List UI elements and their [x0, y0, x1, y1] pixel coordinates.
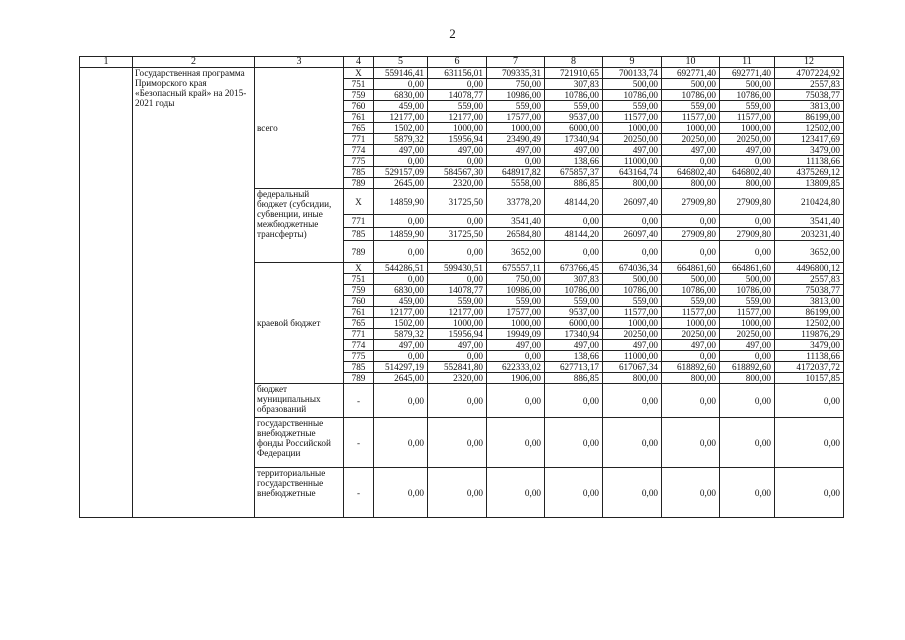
amount-cell: 0,00 [487, 418, 545, 468]
amount-cell: 3479,00 [775, 340, 844, 351]
amount-cell: 4496800,12 [775, 263, 844, 274]
row-number-cell [80, 68, 133, 518]
amount-cell: 2645,00 [374, 178, 428, 189]
budget-code: 765 [344, 123, 374, 134]
amount-cell: 17577,00 [487, 307, 545, 318]
budget-code: 785 [344, 167, 374, 178]
page-number: 2 [449, 26, 456, 41]
amount-cell: 584567,30 [428, 167, 487, 178]
amount-cell: 138,66 [545, 156, 603, 167]
column-header: 12 [775, 57, 844, 68]
amount-cell: 3541,40 [775, 215, 844, 228]
amount-cell: 0,00 [720, 384, 775, 418]
amount-cell: 5879,32 [374, 329, 428, 340]
amount-cell: 6000,00 [545, 318, 603, 329]
amount-cell: 2320,00 [428, 373, 487, 384]
amount-cell: 0,00 [662, 351, 720, 362]
amount-cell: 0,00 [775, 384, 844, 418]
amount-cell: 559,00 [545, 296, 603, 307]
amount-cell: 544286,51 [374, 263, 428, 274]
column-header: 6 [428, 57, 487, 68]
amount-cell: 800,00 [720, 178, 775, 189]
budget-code: 771 [344, 134, 374, 145]
amount-cell: 20250,00 [662, 134, 720, 145]
amount-cell: 552841,80 [428, 362, 487, 373]
budget-code: X [344, 68, 374, 79]
amount-cell: 750,00 [487, 274, 545, 285]
amount-cell: 20250,00 [720, 329, 775, 340]
amount-cell: 617067,34 [603, 362, 662, 373]
amount-cell: 3652,00 [775, 241, 844, 263]
amount-cell: 886,85 [545, 373, 603, 384]
amount-cell: 459,00 [374, 296, 428, 307]
amount-cell: 23490,49 [487, 134, 545, 145]
amount-cell: 497,00 [428, 340, 487, 351]
amount-cell: 497,00 [603, 340, 662, 351]
amount-cell: 675557,11 [487, 263, 545, 274]
amount-cell: 6000,00 [545, 123, 603, 134]
amount-cell: 497,00 [603, 145, 662, 156]
amount-cell: 497,00 [374, 145, 428, 156]
amount-cell: 11000,00 [603, 156, 662, 167]
amount-cell: 559146,41 [374, 68, 428, 79]
amount-cell: 20250,00 [662, 329, 720, 340]
amount-cell: 12502,00 [775, 123, 844, 134]
amount-cell: 559,00 [487, 296, 545, 307]
amount-cell: 497,00 [545, 145, 603, 156]
amount-cell: 692771,40 [662, 68, 720, 79]
amount-cell: 33778,20 [487, 189, 545, 215]
amount-cell: 0,00 [428, 156, 487, 167]
amount-cell: 11577,00 [720, 112, 775, 123]
amount-cell: 10786,00 [662, 90, 720, 101]
amount-cell: 643164,74 [603, 167, 662, 178]
budget-code: 789 [344, 373, 374, 384]
amount-cell: 3813,00 [775, 296, 844, 307]
amount-cell: 10157,85 [775, 373, 844, 384]
amount-cell: 0,00 [603, 241, 662, 263]
amount-cell: 886,85 [545, 178, 603, 189]
amount-cell: 3813,00 [775, 101, 844, 112]
funding-source-label: государственные внебюджетные фонды Российской Федерации [255, 418, 344, 468]
amount-cell: 1000,00 [487, 318, 545, 329]
amount-cell: 0,00 [603, 384, 662, 418]
amount-cell: 123417,69 [775, 134, 844, 145]
amount-cell: 500,00 [662, 274, 720, 285]
amount-cell: 559,00 [720, 296, 775, 307]
amount-cell: 0,00 [487, 468, 545, 518]
amount-cell: 0,00 [374, 156, 428, 167]
amount-cell: 497,00 [487, 340, 545, 351]
amount-cell: 75038,77 [775, 285, 844, 296]
amount-cell: 307,83 [545, 274, 603, 285]
budget-code: 760 [344, 101, 374, 112]
amount-cell: 119876,29 [775, 329, 844, 340]
amount-cell: 0,00 [603, 418, 662, 468]
amount-cell: 0,00 [545, 241, 603, 263]
amount-cell: 500,00 [720, 274, 775, 285]
budget-code: - [344, 418, 374, 468]
amount-cell: 27909,80 [720, 228, 775, 241]
amount-cell: 800,00 [662, 373, 720, 384]
amount-cell: 4172037,72 [775, 362, 844, 373]
amount-cell: 0,00 [374, 351, 428, 362]
budget-code: 775 [344, 156, 374, 167]
amount-cell: 2557,83 [775, 79, 844, 90]
amount-cell: 48144,20 [545, 189, 603, 215]
amount-cell: 14078,77 [428, 90, 487, 101]
column-header: 9 [603, 57, 662, 68]
amount-cell: 0,00 [545, 215, 603, 228]
amount-cell: 646802,40 [720, 167, 775, 178]
amount-cell: 1502,00 [374, 123, 428, 134]
funding-source-label: всего [255, 68, 344, 189]
amount-cell: 4707224,92 [775, 68, 844, 79]
amount-cell: 5879,32 [374, 134, 428, 145]
budget-code: 774 [344, 145, 374, 156]
amount-cell: 17340,94 [545, 329, 603, 340]
amount-cell: 1502,00 [374, 318, 428, 329]
budget-code: 759 [344, 285, 374, 296]
amount-cell: 9537,00 [545, 112, 603, 123]
amount-cell: 1000,00 [603, 123, 662, 134]
amount-cell: 48144,20 [545, 228, 603, 241]
amount-cell: 692771,40 [720, 68, 775, 79]
amount-cell: 15956,94 [428, 329, 487, 340]
amount-cell: 1000,00 [428, 318, 487, 329]
funding-source-label: бюджет муниципальных образований [255, 384, 344, 418]
amount-cell: 514297,19 [374, 362, 428, 373]
amount-cell: 86199,00 [775, 307, 844, 318]
amount-cell: 497,00 [662, 145, 720, 156]
amount-cell: 529157,09 [374, 167, 428, 178]
amount-cell: 559,00 [428, 101, 487, 112]
amount-cell: 13809,85 [775, 178, 844, 189]
amount-cell: 627713,17 [545, 362, 603, 373]
amount-cell: 497,00 [545, 340, 603, 351]
amount-cell: 622333,02 [487, 362, 545, 373]
amount-cell: 14859,90 [374, 189, 428, 215]
amount-cell: 27909,80 [662, 189, 720, 215]
column-header: 10 [662, 57, 720, 68]
budget-code: 789 [344, 178, 374, 189]
amount-cell: 0,00 [603, 468, 662, 518]
amount-cell: 4375269,12 [775, 167, 844, 178]
column-header: 4 [344, 57, 374, 68]
amount-cell: 709335,31 [487, 68, 545, 79]
amount-cell: 1000,00 [662, 123, 720, 134]
amount-cell: 559,00 [603, 296, 662, 307]
budget-code: 775 [344, 351, 374, 362]
amount-cell: 0,00 [775, 468, 844, 518]
budget-code: 761 [344, 307, 374, 318]
amount-cell: 0,00 [662, 215, 720, 228]
amount-cell: 700133,74 [603, 68, 662, 79]
amount-cell: 12177,00 [374, 307, 428, 318]
budget-code: 751 [344, 79, 374, 90]
amount-cell: 673766,45 [545, 263, 603, 274]
amount-cell: 86199,00 [775, 112, 844, 123]
amount-cell: 1906,00 [487, 373, 545, 384]
budget-code: X [344, 263, 374, 274]
amount-cell: 11577,00 [603, 307, 662, 318]
amount-cell: 0,00 [428, 215, 487, 228]
amount-cell: 11577,00 [720, 307, 775, 318]
funding-source-label: краевой бюджет [255, 263, 344, 384]
amount-cell: 618892,60 [662, 362, 720, 373]
amount-cell: 210424,80 [775, 189, 844, 215]
amount-cell: 648917,82 [487, 167, 545, 178]
amount-cell: 664861,60 [662, 263, 720, 274]
amount-cell: 0,00 [428, 79, 487, 90]
amount-cell: 800,00 [603, 178, 662, 189]
budget-code: 761 [344, 112, 374, 123]
amount-cell: 14078,77 [428, 285, 487, 296]
budget-code: 789 [344, 241, 374, 263]
amount-cell: 1000,00 [428, 123, 487, 134]
amount-cell: 10986,00 [487, 90, 545, 101]
amount-cell: 0,00 [662, 156, 720, 167]
amount-cell: 10786,00 [545, 90, 603, 101]
amount-cell: 0,00 [487, 156, 545, 167]
amount-cell: 0,00 [428, 468, 487, 518]
amount-cell: 497,00 [428, 145, 487, 156]
amount-cell: 497,00 [720, 145, 775, 156]
budget-code: 785 [344, 228, 374, 241]
amount-cell: 3652,00 [487, 241, 545, 263]
amount-cell: 0,00 [428, 384, 487, 418]
amount-cell: 10986,00 [487, 285, 545, 296]
amount-cell: 497,00 [487, 145, 545, 156]
amount-cell: 559,00 [428, 296, 487, 307]
amount-cell: 203231,40 [775, 228, 844, 241]
amount-cell: 500,00 [603, 274, 662, 285]
amount-cell: 0,00 [720, 241, 775, 263]
amount-cell: 26097,40 [603, 228, 662, 241]
amount-cell: 3541,40 [487, 215, 545, 228]
amount-cell: 6830,00 [374, 285, 428, 296]
amount-cell: 500,00 [662, 79, 720, 90]
amount-cell: 31725,50 [428, 228, 487, 241]
amount-cell: 750,00 [487, 79, 545, 90]
column-header: 3 [255, 57, 344, 68]
budget-code: Х [344, 189, 374, 215]
amount-cell: 721910,65 [545, 68, 603, 79]
amount-cell: 17340,94 [545, 134, 603, 145]
budget-code: 771 [344, 329, 374, 340]
column-header: 11 [720, 57, 775, 68]
amount-cell: 618892,60 [720, 362, 775, 373]
amount-cell: 20250,00 [603, 329, 662, 340]
amount-cell: 20250,00 [603, 134, 662, 145]
program-name: Государственная программа Приморского края «Безопасный край» на 2015-2021 годы [133, 68, 255, 518]
budget-code: 771 [344, 215, 374, 228]
funding-source-label: территориальные государственные внебюджетные [255, 468, 344, 518]
column-header: 2 [133, 57, 255, 68]
amount-cell: 0,00 [662, 468, 720, 518]
column-header: 1 [80, 57, 133, 68]
amount-cell: 10786,00 [662, 285, 720, 296]
amount-cell: 2645,00 [374, 373, 428, 384]
amount-cell: 664861,60 [720, 263, 775, 274]
amount-cell: 6830,00 [374, 90, 428, 101]
amount-cell: 0,00 [545, 418, 603, 468]
amount-cell: 26097,40 [603, 189, 662, 215]
column-header: 8 [545, 57, 603, 68]
amount-cell: 0,00 [603, 215, 662, 228]
amount-cell: 559,00 [545, 101, 603, 112]
amount-cell: 500,00 [720, 79, 775, 90]
budget-code: 751 [344, 274, 374, 285]
amount-cell: 1000,00 [487, 123, 545, 134]
amount-cell: 2557,83 [775, 274, 844, 285]
amount-cell: 3479,00 [775, 145, 844, 156]
amount-cell: 10786,00 [545, 285, 603, 296]
amount-cell: 9537,00 [545, 307, 603, 318]
amount-cell: 15956,94 [428, 134, 487, 145]
budget-code: 785 [344, 362, 374, 373]
amount-cell: 0,00 [720, 468, 775, 518]
amount-cell: 1000,00 [720, 318, 775, 329]
budget-code: 774 [344, 340, 374, 351]
amount-cell: 12502,00 [775, 318, 844, 329]
amount-cell: 0,00 [720, 351, 775, 362]
amount-cell: 674036,34 [603, 263, 662, 274]
column-header: 5 [374, 57, 428, 68]
amount-cell: 0,00 [374, 215, 428, 228]
amount-cell: 0,00 [545, 384, 603, 418]
table-row [80, 68, 844, 79]
amount-cell: 559,00 [662, 101, 720, 112]
budget-code: 765 [344, 318, 374, 329]
amount-cell: 2320,00 [428, 178, 487, 189]
amount-cell: 675857,37 [545, 167, 603, 178]
amount-cell: 27909,80 [662, 228, 720, 241]
amount-cell: 0,00 [428, 351, 487, 362]
amount-cell: 1000,00 [603, 318, 662, 329]
amount-cell: 559,00 [662, 296, 720, 307]
amount-cell: 11577,00 [662, 112, 720, 123]
amount-cell: 11138,66 [775, 156, 844, 167]
budget-code: 759 [344, 90, 374, 101]
amount-cell: 138,66 [545, 351, 603, 362]
amount-cell: 0,00 [720, 215, 775, 228]
amount-cell: 800,00 [662, 178, 720, 189]
amount-cell: 10786,00 [720, 90, 775, 101]
budget-code: - [344, 384, 374, 418]
amount-cell: 11000,00 [603, 351, 662, 362]
amount-cell: 631156,01 [428, 68, 487, 79]
amount-cell: 0,00 [374, 418, 428, 468]
amount-cell: 0,00 [374, 241, 428, 263]
amount-cell: 75038,77 [775, 90, 844, 101]
amount-cell: 559,00 [720, 101, 775, 112]
amount-cell: 11577,00 [662, 307, 720, 318]
amount-cell: 5558,00 [487, 178, 545, 189]
amount-cell: 1000,00 [662, 318, 720, 329]
amount-cell: 800,00 [720, 373, 775, 384]
amount-cell: 0,00 [720, 418, 775, 468]
amount-cell: 497,00 [720, 340, 775, 351]
amount-cell: 497,00 [374, 340, 428, 351]
amount-cell: 0,00 [374, 79, 428, 90]
budget-code: 760 [344, 296, 374, 307]
amount-cell: 559,00 [487, 101, 545, 112]
amount-cell: 0,00 [720, 156, 775, 167]
amount-cell: 17577,00 [487, 112, 545, 123]
amount-cell: 307,83 [545, 79, 603, 90]
amount-cell: 11138,66 [775, 351, 844, 362]
amount-cell: 599430,51 [428, 263, 487, 274]
amount-cell: 500,00 [603, 79, 662, 90]
amount-cell: 1000,00 [720, 123, 775, 134]
amount-cell: 646802,40 [662, 167, 720, 178]
amount-cell: 459,00 [374, 101, 428, 112]
amount-cell: 0,00 [374, 384, 428, 418]
amount-cell: 10786,00 [720, 285, 775, 296]
amount-cell: 12177,00 [428, 112, 487, 123]
amount-cell: 0,00 [487, 384, 545, 418]
amount-cell: 14859,90 [374, 228, 428, 241]
amount-cell: 800,00 [603, 373, 662, 384]
amount-cell: 0,00 [662, 241, 720, 263]
amount-cell: 12177,00 [374, 112, 428, 123]
amount-cell: 10786,00 [603, 90, 662, 101]
amount-cell: 27909,80 [720, 189, 775, 215]
header-row [80, 57, 844, 68]
funding-source-label: федеральный бюджет (субсидии, субвенции, иные межбюджетные трансферты) [255, 189, 344, 263]
amount-cell: 0,00 [487, 351, 545, 362]
amount-cell: 497,00 [662, 340, 720, 351]
amount-cell: 559,00 [603, 101, 662, 112]
amount-cell: 12177,00 [428, 307, 487, 318]
budget-table [79, 56, 844, 518]
amount-cell: 0,00 [428, 274, 487, 285]
amount-cell: 19949,09 [487, 329, 545, 340]
amount-cell: 0,00 [374, 468, 428, 518]
amount-cell: 10786,00 [603, 285, 662, 296]
amount-cell: 31725,50 [428, 189, 487, 215]
amount-cell: 0,00 [428, 241, 487, 263]
amount-cell: 11577,00 [603, 112, 662, 123]
budget-code: - [344, 468, 374, 518]
column-header: 7 [487, 57, 545, 68]
amount-cell: 20250,00 [720, 134, 775, 145]
amount-cell: 0,00 [374, 274, 428, 285]
amount-cell: 0,00 [775, 418, 844, 468]
amount-cell: 0,00 [545, 468, 603, 518]
amount-cell: 0,00 [662, 418, 720, 468]
amount-cell: 0,00 [662, 384, 720, 418]
amount-cell: 0,00 [428, 418, 487, 468]
amount-cell: 26584,80 [487, 228, 545, 241]
